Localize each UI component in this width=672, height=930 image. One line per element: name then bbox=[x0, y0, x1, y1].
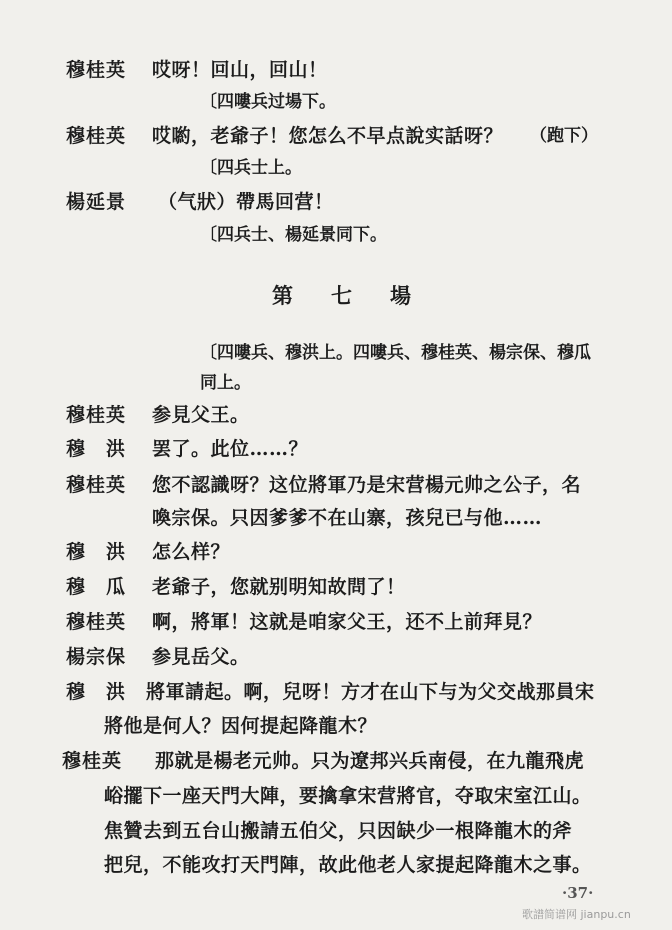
dialogue-text: 哎呀！回山，回山！ bbox=[152, 59, 328, 81]
speaker-label: 楊宗保 bbox=[66, 646, 127, 668]
stage-direction-inline: （跑下） bbox=[530, 126, 598, 146]
stage-direction: 同上。 bbox=[200, 373, 251, 393]
speaker-label: 穆桂英 bbox=[66, 474, 127, 496]
dialogue-text: 將他是何人？因何提起降龍木？ bbox=[104, 715, 378, 737]
dialogue-text: 参見父王。 bbox=[152, 404, 250, 426]
dialogue-text: 喚宗保。只因爹爹不在山寨，孩兒已与他…… bbox=[152, 507, 543, 529]
stage-direction: 〔四兵士、楊延景同下。 bbox=[200, 225, 387, 245]
dialogue-text: 焦贊去到五台山搬請五伯父，只因缺少一根降龍木的斧 bbox=[104, 820, 573, 842]
dialogue-text: 將軍請起。啊，兒呀！方才在山下与为父交战那員宋 bbox=[146, 681, 595, 703]
speaker-label: 穆桂英 bbox=[66, 611, 127, 633]
speaker-label: 穆桂英 bbox=[66, 125, 127, 147]
scene-title: 第七場 bbox=[272, 283, 449, 308]
stage-direction: 〔四兵士上。 bbox=[200, 158, 302, 178]
stage-direction: 〔四嘍兵过場下。 bbox=[200, 92, 336, 112]
dialogue-text: 怎么样？ bbox=[152, 541, 231, 563]
dialogue-text: 峪擺下一座天門大陣，要擒拿宋营將官，夺取宋室江山。 bbox=[104, 785, 592, 807]
speaker-label: 穆 洪 bbox=[66, 681, 127, 703]
dialogue-text: 参見岳父。 bbox=[152, 646, 250, 668]
speaker-label: 穆 洪 bbox=[66, 541, 127, 563]
stage-direction: 〔四嘍兵、穆洪上。四嘍兵、穆桂英、楊宗保、穆瓜 bbox=[200, 343, 591, 363]
page-number: ·37· bbox=[562, 884, 594, 902]
dialogue-text: 老爺子，您就别明知故問了！ bbox=[152, 576, 406, 598]
speaker-label: 穆 瓜 bbox=[66, 576, 127, 598]
dialogue-text: 您不認識呀？这位將軍乃是宋营楊元帅之公子，名 bbox=[152, 474, 582, 496]
dialogue-text: （气狀）帶馬回营！ bbox=[158, 191, 334, 213]
speaker-label: 穆桂英 bbox=[62, 750, 123, 772]
dialogue-text: 那就是楊老元帅。只为遼邦兴兵南侵，在九龍飛虎 bbox=[155, 750, 585, 772]
speaker-label: 楊延景 bbox=[66, 191, 127, 213]
speaker-label: 穆桂英 bbox=[66, 59, 127, 81]
dialogue-text: 哎喲，老爺子！您怎么不早点說实話呀？ bbox=[152, 125, 504, 147]
dialogue-text: 罢了。此位……？ bbox=[152, 438, 309, 460]
speaker-label: 穆桂英 bbox=[66, 404, 127, 426]
watermark: 歌譜简谱网 jianpu.cn bbox=[522, 908, 631, 921]
dialogue-text: 啊，將軍！这就是咱家父王，还不上前拜見？ bbox=[152, 611, 543, 633]
dialogue-text: 把兒，不能攻打天門陣，故此他老人家提起降龍木之事。 bbox=[104, 854, 592, 876]
speaker-label: 穆 洪 bbox=[66, 438, 127, 460]
